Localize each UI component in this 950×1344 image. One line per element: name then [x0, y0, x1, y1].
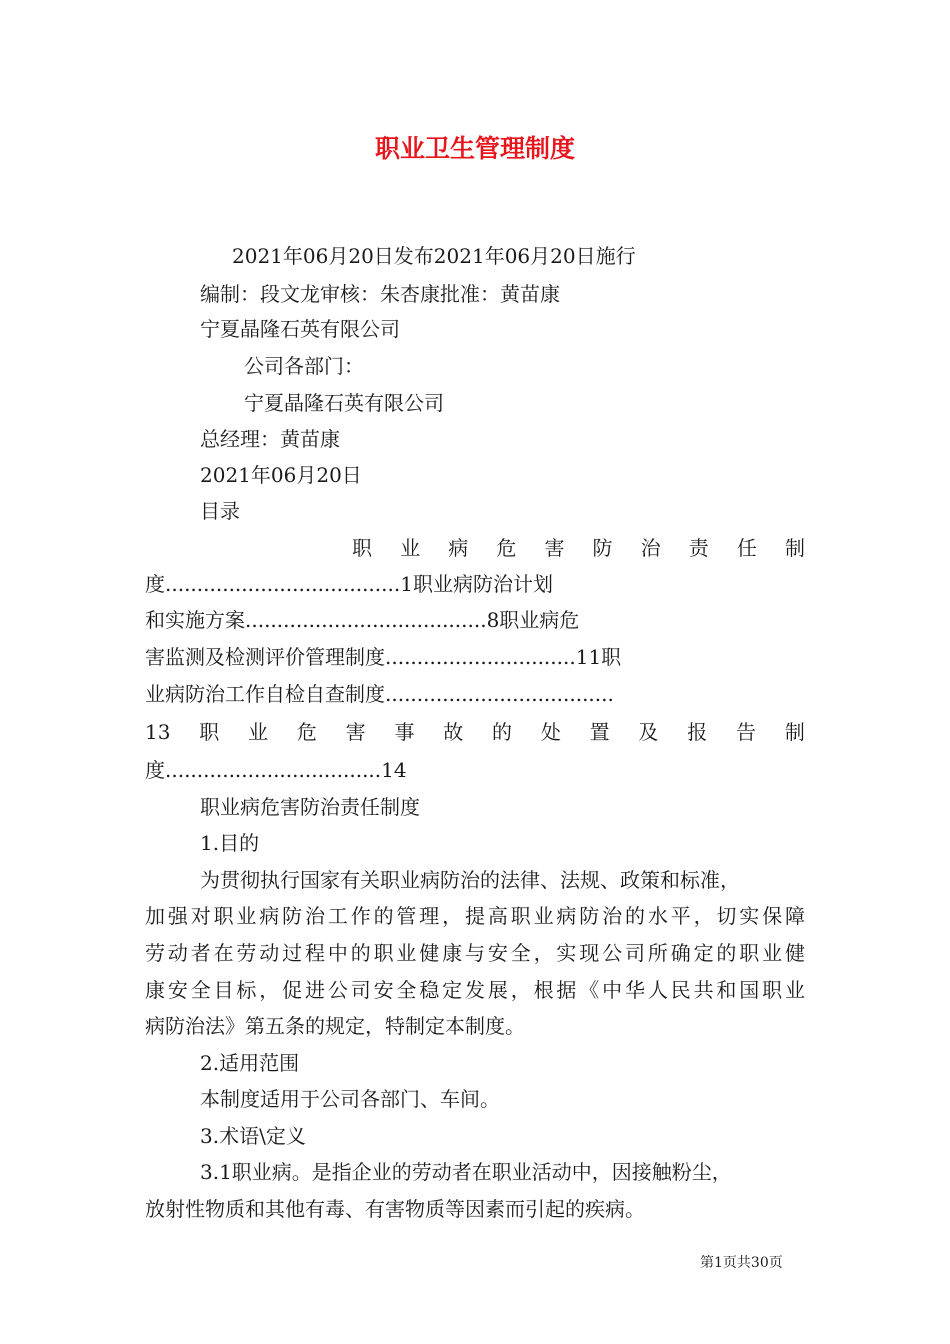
page-number-footer: 第1页共30页: [700, 1255, 783, 1271]
heading-scope: 2.适用范围: [200, 1051, 300, 1075]
toc-char: 故: [443, 720, 464, 744]
toc-line-2: 度.....................................1职业病防治计划: [145, 572, 553, 596]
heading-terms: 3.术语\定义: [200, 1124, 306, 1148]
toc-char: 及: [638, 720, 659, 744]
general-manager-line: 总经理：黄苗康: [200, 427, 340, 451]
company-name: 宁夏晶隆石英有限公司: [200, 317, 400, 341]
toc-line-4: 害监测及检测评价管理制度..............................11职: [145, 645, 622, 669]
toc-char: 病: [448, 536, 469, 560]
toc-char: 防: [592, 536, 613, 560]
paragraph-line: 劳动者在劳动过程中的职业健康与安全，实现公司所确定的职业健: [145, 941, 805, 965]
toc-line-3: 和实施方案......................................8职业病危: [145, 608, 580, 632]
toc-char: 报: [687, 720, 708, 744]
toc-char: 危: [496, 536, 517, 560]
toc-char: 职: [352, 536, 372, 560]
toc-char: 害: [544, 536, 565, 560]
authors-line: 编制：段文龙审核：朱杏康批准：黄苗康: [200, 282, 560, 306]
toc-heading: 目录: [200, 499, 240, 523]
toc-line-5: 业病防治工作自检自查制度....................................: [145, 682, 614, 706]
paragraph-line: 康安全目标，促进公司安全稳定发展，根据《中华人民共和国职业: [145, 978, 805, 1002]
company-name-2: 宁夏晶隆石英有限公司: [244, 391, 444, 415]
heading-purpose: 1.目的: [200, 831, 260, 855]
toc-char: 告: [736, 720, 757, 744]
publish-date-line: 2021年06月20日发布2021年06月20日施行: [232, 244, 636, 268]
paragraph-line: 病防治法》第五条的规定，特制定本制度。: [145, 1014, 525, 1038]
paragraph-line: 为贯彻执行国家有关职业病防治的法律、法规、政策和标准，: [200, 868, 740, 892]
toc-char: 业: [400, 536, 421, 560]
toc-line-6: [145, 718, 805, 746]
toc-char: 处: [540, 720, 561, 744]
paragraph-line: 加强对职业病防治工作的管理，提高职业病防治的水平，切实保障: [145, 904, 805, 928]
toc-line-1: [352, 534, 805, 562]
toc-char: 责: [688, 536, 709, 560]
toc-char: 职: [199, 720, 220, 744]
toc-line-7: 度..................................14: [145, 758, 407, 782]
paragraph-line: 放射性物质和其他有毒、有害物质等因素而引起的疾病。: [145, 1197, 645, 1221]
paragraph-line: 3.1职业病。是指企业的劳动者在职业活动中，因接触粉尘，: [200, 1160, 732, 1184]
toc-char: 制: [784, 536, 805, 560]
document-title: 职业卫生管理制度: [374, 134, 575, 163]
toc-char: 事: [394, 720, 415, 744]
toc-char: 13: [145, 720, 171, 744]
toc-char: 置: [589, 720, 610, 744]
addressee-line: 公司各部门：: [244, 354, 364, 378]
toc-char: 制: [784, 720, 805, 744]
issue-date-line: 2021年06月20日: [200, 463, 362, 487]
section-title: 职业病危害防治责任制度: [200, 795, 420, 819]
toc-char: 业: [248, 720, 269, 744]
scope-paragraph: 本制度适用于公司各部门、车间。: [200, 1087, 500, 1111]
toc-char: 危: [296, 720, 317, 744]
toc-char: 害: [345, 720, 366, 744]
toc-char: 的: [492, 720, 513, 744]
toc-char: 任: [736, 536, 757, 560]
toc-char: 治: [640, 536, 661, 560]
